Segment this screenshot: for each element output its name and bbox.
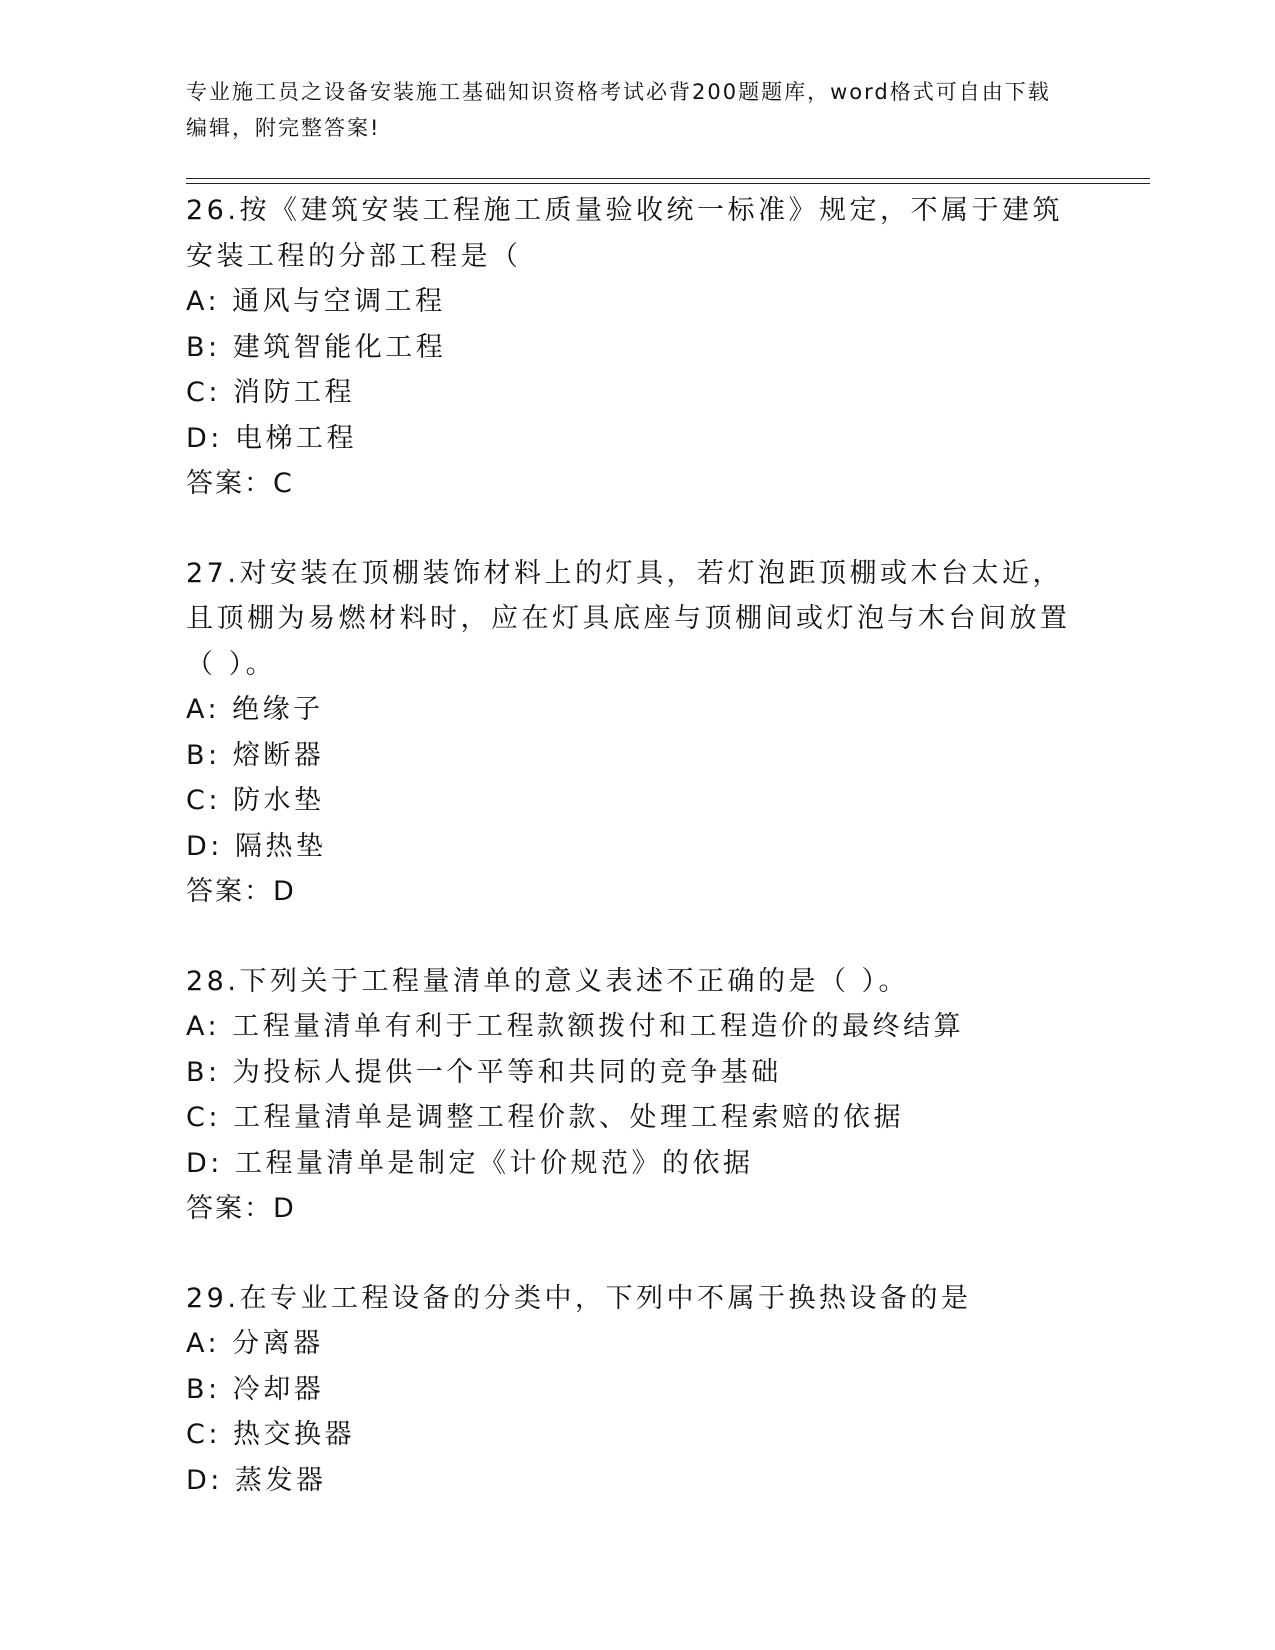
option-a: A: 工程量清单有利于工程款额拨付和工程造价的最终结算 xyxy=(186,1011,965,1042)
question-list xyxy=(186,188,1086,1547)
option-b: B: 熔断器 xyxy=(186,739,325,771)
option-d: D: 工程量清单是制定《计价规范》的依据 xyxy=(186,1147,754,1179)
question-stem: 29.在专业工程设备的分类中，下列中不属于换热设备的是 xyxy=(186,1282,972,1314)
question-29 xyxy=(186,1276,1086,1504)
option-d: D: 电梯工程 xyxy=(186,422,357,454)
document-header: 专业施工员之设备安装施工基础知识资格考试必背200题题库，word格式可自由下载编辑，附完整答案! xyxy=(186,80,1051,140)
answer: 答案：D xyxy=(186,876,296,907)
option-c: C: 消防工程 xyxy=(186,377,356,408)
option-d: D: 隔热垫 xyxy=(186,830,327,862)
question-stem: 27.对安装在顶棚装饰材料上的灯具，若灯泡距顶棚或木台太近，且顶棚为易燃材料时，应在灯具底座与顶棚间或灯泡与木台间放置（ ）。 xyxy=(186,557,1071,680)
option-c: C: 热交换器 xyxy=(186,1419,356,1450)
answer: 答案：C xyxy=(186,468,294,499)
option-a: A: 分离器 xyxy=(186,1328,324,1359)
header-divider xyxy=(186,178,1150,179)
option-b: B: 为投标人提供一个平等和共同的竞争基础 xyxy=(186,1056,782,1088)
option-c: C: 工程量清单是调整工程价款、处理工程索赔的依据 xyxy=(186,1102,905,1133)
question-28 xyxy=(186,959,1086,1232)
option-b: B: 建筑智能化工程 xyxy=(186,331,447,363)
option-a: A: 绝缘子 xyxy=(186,694,324,725)
question-26 xyxy=(186,188,1086,507)
question-stem: 28.下列关于工程量清单的意义表述不正确的是（ ）。 xyxy=(186,965,910,997)
answer: 答案：D xyxy=(186,1193,296,1224)
option-c: C: 防水垫 xyxy=(186,785,325,816)
option-d: D: 蒸发器 xyxy=(186,1464,327,1496)
option-b: B: 冷却器 xyxy=(186,1373,325,1405)
question-stem: 26.按《建筑安装工程施工质量验收统一标准》规定，不属于建筑安装工程的分部工程是（ xyxy=(186,195,1063,272)
option-a: A: 通风与空调工程 xyxy=(186,286,446,317)
header-divider-secondary xyxy=(186,183,1150,184)
question-27 xyxy=(186,551,1086,915)
